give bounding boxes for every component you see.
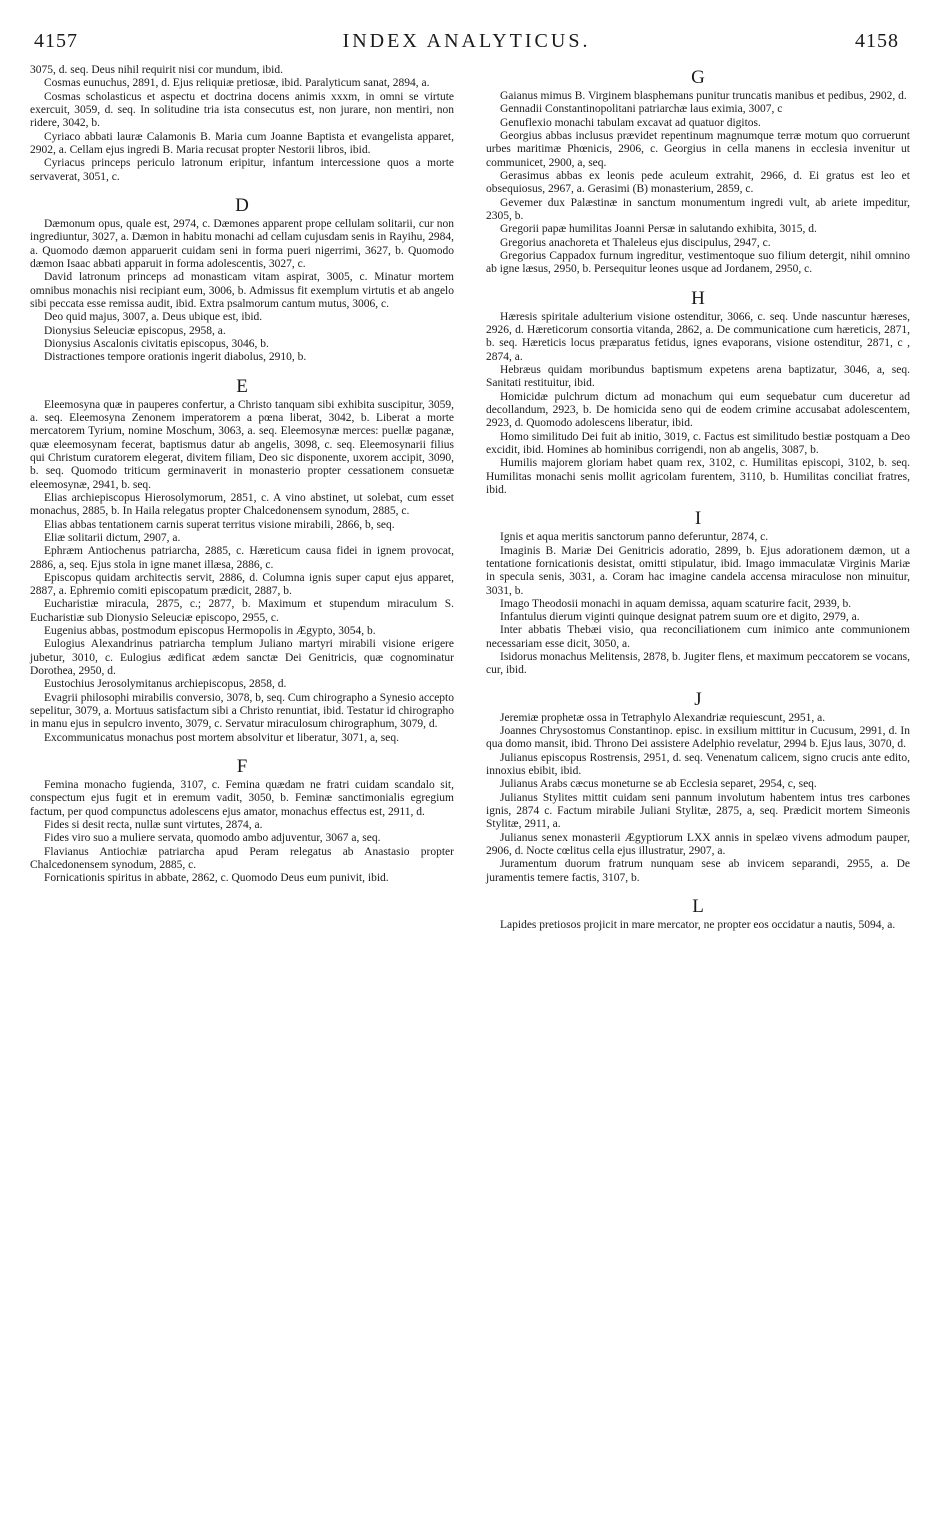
index-entry: Excommunicatus monachus post mortem absolvitur et liberatur, 3071, a, seq. (44, 731, 400, 744)
left-column (30, 64, 454, 886)
index-entry: Gennadii Constantinopolitani patriarchæ laus eximia, 3007, c (500, 103, 783, 116)
index-entry: Ignis et aqua meritis sanctorum panno deferuntur, 2874, c. (500, 531, 769, 544)
right-column (486, 64, 910, 932)
index-entry: Eugenius abbas, postmodum episcopus Hermopolis in Ægypto, 3054, b. (44, 625, 376, 638)
index-entry: Ephræm Antiochenus patriarcha, 2885, c. Hæreticum causa fidei in ignem provocat, 2886, a, seq. Ejus stola in igne manet illæsa, 2886, c. (30, 545, 454, 571)
index-entry: Isidorus monachus Melitensis, 2878, b. Jugiter flens, et maximum peccatorem se vocans, cur, ibid. (486, 651, 910, 677)
index-entry: Genuflexio monachi tabulam excavat ad quatuor digitos. (500, 116, 761, 129)
index-entry: Cosmas eunuchus, 2891, d. Ejus reliquiæ pretiosæ, ibid. Paralyticum sanat, 2894, a. (44, 77, 430, 90)
section-letter-i: I (694, 508, 702, 530)
index-entry: Eucharistiæ miracula, 2875, c.; 2877, b. Maximum et stupendum miraculum S. Eucharistiæ sub Dionysio Seleuciæ episcopo, 2955, c. (30, 598, 454, 624)
index-entry: Cyriaco abbati lauræ Calamonis B. Maria cum Joanne Baptista et evangelista apparet, 2902, a. Cellam ejus ingredi B. Maria recusat propter Nestorii libros, ibid. (30, 130, 454, 156)
section-letter-h: H (691, 287, 705, 309)
index-entry: Cosmas scholasticus et aspectu et doctrina docens animis xxxm, in omni se virtute exercuit, 3059, d. seq. In solitudine tria ista consecutus est, non jurare, non mentiri, non ridere, 3042, b. (30, 90, 454, 130)
index-entry: Elias archiepiscopus Hierosolymorum, 2851, c. A vino abstinet, ut solebat, cum esset monachus, 2885, b. In Haila relegatus propter Chalcedonensem synodum, 2885, c. (30, 491, 454, 518)
index-entry: Fides si desit recta, nullæ sunt virtutes, 2874, a. (44, 819, 263, 832)
section-letter-l: L (692, 896, 704, 918)
index-entry: Lapides pretiosos projicit in mare mercator, ne propter eos occidatur a nautis, 5094, a. (500, 919, 896, 932)
index-entry: Femina monacho fugienda, 3107, c. Femina quædam ne fratri cuidam scandalo sit, conspectum ejus fugit et in eremum vadit, 3050, b. Feminæ sanctimonialis egregium factum, per quod compunctus adolescens ejus amator, monachus effectus est, 2911, d. (30, 779, 454, 818)
index-entry: Distractiones tempore orationis ingerit diabolus, 2910, b. (44, 351, 307, 364)
page-header (30, 30, 903, 56)
index-entry: Infantulus dierum viginti quinque designat patrem suum ore et digito, 2979, a. (500, 611, 860, 624)
section-letter-f: F (236, 756, 248, 778)
index-entry: Gerasimus abbas ex leonis pede aculeum extrahit, 2966, d. Ei gratus est leo et obsequiosus, 2967, a. Gerasimi (B) monasterium, 2859, c. (486, 169, 910, 196)
index-entry: Homo similitudo Dei fuit ab initio, 3019, c. Factus est similitudo bestiæ postquam a Deo excidit, ibid. Homines ab hominibus corrigendi, non ab angelis, 3087, b. (486, 430, 910, 456)
index-entry: Homicidæ pulchrum dictum ad monachum qui eum sequebatur cum duceretur ad decollandum, 2923, b. De homicida seno qui de eodem crimine accusabat adolescentem, 2923, d. Quomodo adolescens liberatur, ibid. (486, 390, 910, 430)
index-entry: Julianus episcopus Rostrensis, 2951, d. seq. Venenatum calicem, signo crucis ante edito, innoxius ebibit, ibid. (486, 751, 910, 778)
index-entry: Joannes Chrysostomus Constantinop. episc. in exsilium mittitur in Cucusum, 2991, d. In qua domo mansit, ibid. Throno Dei assistere Adelphio revelatur, 2994 b. Ejus laus, 3070, d. (486, 725, 910, 751)
section-letter-g: G (691, 67, 705, 88)
index-entry: Eulogius Alexandrinus patriarcha templum Juliano martyri mirabili visione erigere jubetur, 3010, c. Eulogius ædificat ædem sanctæ Dei Genitricis, quæ cognominatur Dorothea, 2950, d. (30, 638, 454, 678)
index-entry: Fornicationis spiritus in abbate, 2862, c. Quomodo Deus eum punivit, ibid. (44, 872, 389, 885)
section-letter-d: D (235, 194, 249, 216)
index-entry: Juramentum duorum fratrum nunquam sese ab invicem separandi, 2955, a. De juramentis temere factis, 3107, b. (486, 858, 910, 884)
index-entry: Gregorius Cappadox furnum ingreditur, vestimentoque suo filium detergit, nihil omnino ab igne læsus, 2950, b. Persequitur leones usque ad Jordanem, 2950, c. (486, 249, 910, 276)
index-entry: Dæmonum opus, quale est, 2974, c. Dæmones apparent prope cellulam solitarii, cur non ingrediuntur, 3027, a. Dæmon in habitu monachi ad cellam cujusdam senis in Rayihu, 2984, a. Quomodo dæmon apparuerit cuidam seni in forma pueri nigerrimi, 3627, b. Quomodo dæmon Isaac abbati apparuit in forma adolescentis, 3027, c. (30, 217, 454, 270)
index-entry: Gevemer dux Palæstinæ in sanctum monumentum ingredi vult, ab ariete impeditur, 2305, b. (486, 196, 910, 222)
index-entry: Eustochius Jerosolymitanus archiepiscopus, 2858, d. (44, 678, 287, 691)
index-entry: Evagrii philosophi mirabilis conversio, 3078, b, seq. Cum chirographo a Synesio accepto sepelitur, 3079, a. Mortuus satisfactum sibi a Christo renuntiat, ibid. Testatur id chirographo in manu ejus in sepulcro invento, 3079, c. Servatur miraculosum chirographum, 3079, d. (30, 691, 454, 731)
index-entry: Georgius abbas inclusus prævidet repentinum magnumque terræ motum quo corruerunt urbes maritimæ Phœnicis, 2906, c. Georgius in cella manens in ecclesia invenitur ut communicet, 2900, a, seq. (486, 129, 910, 169)
section-letter-j: J (694, 688, 702, 710)
index-entry: Fides viro suo a muliere servata, quomodo ambo adjuventur, 3067 a, seq. (44, 832, 381, 845)
index-entry: Eleemosyna quæ in pauperes confertur, a Christo tanquam sibi exhibita suscipitur, 3059, a. seq. Eleemosyna Zenonem imperatorem a pœna liberat, 3042, b. Liberat a morte mercatorem Tyrium, nomine Moschum, 3063, a. seq. Eleemosynæ merces: puellæ paganæ, quæ eleemosynam fecerat, baptismus datur ab angelis, 3098, c. seq. Eleemosynarii filius qui Christum curatorem elegerat, divitem filiam, Deo sic disponente, uxorem accipit, 3090, b. seq. Quomodo triticum germinaverit in monasterio propter cessationem consuetæ eleemosynæ, 2941, b. seq. (30, 398, 454, 491)
index-entry: Deo quid majus, 3007, a. Deus ubique est, ibid. (44, 311, 263, 324)
index-entry: Hebræus quidam moribundus baptismum expetens arena baptizatur, 3046, a, seq. Sanitati restituitur, ibid. (486, 363, 910, 390)
index-entry: Dionysius Seleuciæ episcopus, 2958, a. (44, 324, 226, 337)
index-entry: 3075, d. seq. Deus nihil requirit nisi cor mundum, ibid. (30, 64, 283, 76)
index-entry: Imago Theodosii monachi in aquam demissa, aquam scaturire facit, 2939, b. (500, 597, 852, 610)
index-entry: Julianus senex monasterii Ægyptiorum LXX annis in spelæo vivens admodum pauper, 2906, d. Nocte cœlitus cella ejus illustratur, 2907, a. (486, 831, 910, 858)
index-entry: Elias abbas tentationem carnis superat territus visione mirabili, 2866, b, seq. (44, 518, 395, 531)
running-title: INDEX ANALYTICUS. (342, 30, 591, 52)
index-entry: Inter abbatis Thebæi visio, qua reconciliationem cum inimico ante communionem necessariam esse dicit, 3050, a. (486, 624, 910, 650)
index-entry: Hæresis spiritale adulterium visione ostenditur, 3066, c. seq. Unde nascuntur hæreses, 2926, d. Hæreticorum consortia vitanda, 2862, a. De communicatione cum hæreticis, 2871, b. seq. Hæreticis locus præparatus fetidus, ignes evaporans, visione ostenditur, 2871, c , 2874, a. (486, 310, 910, 363)
index-entry: Dionysius Ascalonis civitatis episcopus, 3046, b. (44, 337, 269, 350)
index-entry: Eliæ solitarii dictum, 2907, a. (44, 531, 181, 544)
index-entry: Julianus Arabs cæcus moneturne se ab Ecclesia separet, 2954, c, seq. (500, 778, 817, 791)
left-page-number: 4157 (34, 30, 78, 52)
index-entry: Episcopus quidam architectis servit, 2886, d. Columna ignis super caput ejus apparet, 2887, a. Ephremio comiti episcopatum prædicit, 2887, b. (30, 571, 454, 598)
section-letter-e: E (236, 375, 248, 397)
index-entry: Cyriacus princeps periculo latronum eripitur, infantum intercessione quos a morte servaverat, 3051, c. (30, 157, 454, 183)
index-entry: Gaianus mimus B. Virginem blasphemans punitur truncatis manibus et pedibus, 2902, d. (500, 90, 907, 102)
index-entry: Gregorius anachoreta et Thaleleus ejus discipulus, 2947, c. (500, 236, 771, 249)
index-entry: Julianus Stylites mittit cuidam seni pannum involutum habentem intus tres carbones ignis, 2874 c. Factum mirabile Juliani Stylitæ, 2875, a, seq. Prædicit mortem Simeonis Stylitæ, 2911, a. (486, 791, 910, 831)
index-entry: Imaginis B. Mariæ Dei Genitricis adoratio, 2899, b. Ejus adorationem dæmon, ut a tentatione fornicationis desistat, omitti stipulatur, ibid. Imago immaculatæ Virginis Mariæ in specula senis, 3031, a. Coram hac imagine candela accensa miraculose non minuitur, 3031, b. (486, 544, 910, 597)
index-entry: Jeremiæ prophetæ ossa in Tetraphylo Alexandriæ requiescunt, 2951, a. (500, 711, 826, 724)
index-entry: Humilis majorem gloriam habet quam rex, 3102, c. Humilitas episcopi, 3102, b. seq. Humilitas monachi senis mollit agricolam furentem, 3110, b. Humilitas conciliat fratres, ibid. (486, 457, 910, 496)
right-page-number: 4158 (855, 30, 899, 52)
index-entry: David latronum princeps ad monasticam vitam aspirat, 3005, c. Minatur mortem omnibus monachis nisi recipiant eum, 3006, b. Admissus fit exemplum virtutis et ab angelo sibi peccata esse remissa audit, ibid. Extra psalmorum cantum mutus, 3006, c. (30, 271, 454, 310)
index-entry: Gregorii papæ humilitas Joanni Persæ in salutando exhibita, 3015, d. (500, 223, 817, 236)
index-entry: Flavianus Antiochiæ patriarcha apud Peram relegatus ab Anastasio propter Chalcedonensem synodum, 2885, c. (30, 845, 454, 872)
